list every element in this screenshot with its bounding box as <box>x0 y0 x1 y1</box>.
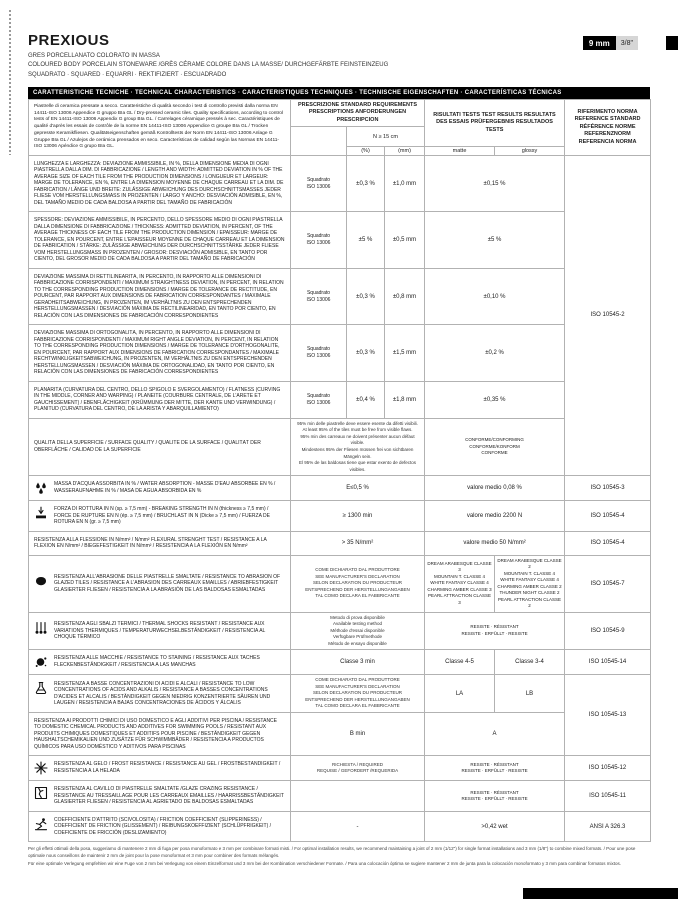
standard-reference <box>291 212 347 269</box>
installation-note-line-2: Für eine optimale Verlegung empfehlen wir eine Fuge von 2 mm bei Verlegung von einem Einzelformat und 3 mm bei der Kombination verschiedener Formate. / Para una colocación óptima se sugiere mantener 2 mm de junta para la colocación monoformato y 3 mm para combinar formatos mixtos. <box>28 861 622 867</box>
requirement-value <box>291 418 425 475</box>
characteristic-cell <box>29 811 291 842</box>
result-matte <box>425 555 495 612</box>
characteristic-description: RESISTENZA ALLA FLESSIONE IN N/mm² / N/mm² FLEXURAL STRENGHT TEST / RÉSISTANCE A LA FLEXION EN N/mm² / BIEGEFESTIGKEIT IN N/mm² / RESISTENCIA A LA FLEXIÓN EN N/mm² <box>34 536 267 550</box>
cell-line: Available testing method <box>333 621 382 627</box>
reference-standard: ISO 10545-9 <box>565 612 651 650</box>
table-row <box>29 155 651 212</box>
page-edge-tab <box>666 36 678 50</box>
requirement-value: Classe 3 min <box>291 650 425 675</box>
thickness-value: 9 mm <box>583 36 616 50</box>
result-matte: LA <box>425 675 495 713</box>
requirement-mm: ±1,0 mm <box>385 155 425 212</box>
cell-line: THUNDER NIGHT CLASSE 2 <box>499 590 560 596</box>
cell-line: ENTSPRECHEND DER HERSTELLUNGANGABEN <box>305 696 410 702</box>
characteristic-cell <box>29 756 291 781</box>
cell-line: RESISTE · ERFÜLLT · RESISTE <box>461 768 528 774</box>
table-row <box>29 781 651 812</box>
characteristic-cell <box>29 531 291 555</box>
reference-standard: ISO 10545-4 <box>565 501 651 532</box>
reference-standard: ISO 10545-11 <box>565 781 651 812</box>
cell-line: DREAM ARABESQUE CLASSE 2 <box>497 557 562 570</box>
cell-line: WHITE FANTASY CLASSE 4 <box>430 580 489 586</box>
result-value: valore medio 2200 N <box>425 501 565 532</box>
table-intro: Piastrelle di ceramica pressate a secco. Caratteristiche di qualità secondo i test di controllo previsti dalla norma EN 14411-ISO 13006 Appendice G gruppo BIa GL / Dry-pressed ceramic tiles. Quality specifications, according to control tests of EN 14411-ISO 13006 Appendix G group BIa GL. / Carrelages céramique pressés à sec. Caractéristiques de qualité d'après les essais de contrôle de la norme EN 14411-ISO 13006 Appendice G groupe BIa GL / Trocken gepresste Keramikfliesen. Qualitätseigenschaften gemäß Kontrolltests der Norm EN 14411-ISO 13006 Anlage G Gruppe BIa GL / Azulejos de cerámica prensados en seco. Características de calidad según las Normas EN 14411-ISO 13006 Apéndice G grupo BIa GL. <box>29 100 291 156</box>
table-row <box>29 418 651 475</box>
cell-line: Squadrato <box>306 176 331 183</box>
result-value: ±0,10 % <box>425 268 565 325</box>
cell-line: COME DICHIARATO DAL PRODUTTORE <box>315 677 400 683</box>
cell-line: CONFORME <box>481 450 508 456</box>
cell-line: MOUNTAIN T. CLASSE 4 <box>503 570 556 576</box>
characteristic-description: RESISTENZA ALLE MACCHIE / RESISTANCE TO STAINING / RÉSISTANCE AUX TACHES FLECKENBESTÄNDIGKEIT / RESISTENCIA A LAS MANCHAS <box>54 655 260 668</box>
result-value: >0,42 wet <box>425 811 565 842</box>
reference-standard: ISO 10545-14 <box>565 650 651 675</box>
table-row <box>29 756 651 781</box>
cell-line: ISO 13006 <box>306 399 331 406</box>
characteristic-description: FORZA DI ROTTURA IN N (sp. ≥ 7,5 mm) - BREAKING STRENGTH IN N (thickness ≥ 7,5 mm) / FORCE DE RUPTURE EN N (ép. ≥ 7,5 mm) / BRUCHLAST IN N (Dicke ≥ 7,5 mm) / FUERZA DE ROTURA EN N (gr. ≥ 7,5 mm) <box>54 506 270 526</box>
cell-line: SELON DECLARATION DU PRODUCTEUR <box>313 580 402 586</box>
result-value: ±0,15 % <box>425 155 565 212</box>
characteristic-description: PLANARITÀ (CURVATURA DEL CENTRO, DELLO SPIGOLO E SVERGOLAMENTO) / FLATNESS (CURVING IN THE MIDDLE, CORNER AND WARPING) / PLANEITE (COURBURE CENTRALE, DE L'ARETE ET GAUCHISSEMENT) / EBENFLÄCHIGKEIT (KRÜMMUNG DER MITTE, DER KANTE UND VERWINDUNG) / PLANITUD (CURVATURA DEL CENTRO, DE LA ARISTA Y ABARQUILLAMIENTO) <box>34 386 281 413</box>
cell-line: Squadrato <box>306 233 331 240</box>
cell-line: PEARL ATTRACTION CLASSE 3 <box>428 593 492 605</box>
bottom-black-bar <box>523 888 678 899</box>
requirement-value: E≤0,5 % <box>291 476 425 501</box>
characteristic-description: DEVIAZIONE MASSIMA DI ORTOGONALITÀ, IN PERCENTO, IN RAPPORTO ALLE DIMENSIONI DI FABBRICAZIONE CORRISPONDENTI / MAXIMUM RIGHT ANGLE DEVIATION, IN PERCENT, IN RELATION TO THE CORRESPONDING PRODUCTION DIMENSIONS / MARGE DE TOLERANCE D'ORTHOGONALITE, EN POURCENT, PAR RAPPORT AUX DIMENSIONS DE FABRICATION CORRESPONDANTES / MAXIMALE RECHTWINKLIGKEITSABWEICHUNG, IN PROZENTEN, IM VERHÄLTNIS ZU DEN ENTSPRECHENDEN HERSTELLUNGSMASSEN / DESVIACIÓN MÁXIMA DE ORTOGONALIDAD, EN TANTO POR CIENTO, EN RELACIÓN CON LAS DIMENSIONES DE FABRICACIÓN CORRESPONDIENTES <box>34 330 280 376</box>
characteristic-description: MASSA D'ACQUA ASSORBITA IN % / WATER ABSORPTION - MASSE D'EAU ABSORBÉE EN % / WASSERAUFNAHME IN % / MASA DE AGUA ABSORBIDA EN % <box>54 481 276 494</box>
glossy-header: glossy <box>495 146 565 155</box>
percent-header: (%) <box>347 146 385 155</box>
requirement-value: > 35 N/mm² <box>291 531 425 555</box>
slip-icon <box>34 817 50 831</box>
table-row <box>29 555 651 612</box>
requirement-value <box>291 756 425 781</box>
result-glossy: Classe 3-4 <box>495 650 565 675</box>
installation-note-line-1: Per gli effetti ottimali della posa, suggeriamo di mantenere 2 mm di fuga per posa monoformato e 3 mm per combinare formati misti. / For optimal installation results, we recommend maintaining a joint of 2 mm (1/12") for single format installations and 3 mm (1/8") to combine mixed formats. / Pour une pose optimale nous conseillons de maintenir 2 mm de joint pour la pose monoformat et 3 mm pour combiner des formats mélangés. <box>28 846 636 859</box>
requirement-value <box>291 612 425 650</box>
characteristic-cell <box>29 675 291 713</box>
cell-line: CONFORME/CONFORMING <box>465 437 524 443</box>
cell-line: PEARL ATTRACTION CLASSE 2 <box>498 596 562 609</box>
thermometer-icon <box>34 621 50 635</box>
requirement-percent: ±0,4 % <box>347 381 385 418</box>
size-note-header: N ≥ 15 cm <box>347 127 425 147</box>
cell-line: COME DICHIARATO DAL PRODUTTORE <box>315 567 400 573</box>
abrasion-icon <box>34 574 50 588</box>
requirement-mm: ±1,8 mm <box>385 381 425 418</box>
cell-line: SEE MANUFACTURER'S DECLARATION <box>315 683 400 689</box>
table-row <box>29 811 651 842</box>
table-row <box>29 612 651 650</box>
requirement-percent: ±5 % <box>347 212 385 269</box>
result-value: ±0,2 % <box>425 325 565 382</box>
requirement-mm: ±0,8 mm <box>385 268 425 325</box>
flask-icon <box>34 681 50 695</box>
cell-line: CONFORME/KONFORM <box>469 443 520 449</box>
reference-standard: ISO 10545-7 <box>565 555 651 612</box>
subtitle-line-3: SQUADRATO · SQUARED · EQUARRI · REKTIFIZIERT · ESCUADRADO <box>28 72 227 78</box>
cell-line: SELON DECLARATION DU PRODUCTEUR <box>313 690 402 696</box>
results-header: RISULTATI TESTS TEST RESULTS RESULTATS DES ESSAIS PRÜFERGEBNIS RESULTADOS TESTS <box>425 100 565 147</box>
cell-line: RESISTE · RÉSISTANT <box>470 624 519 630</box>
cell-line: CHARMING AMBER CLASSE 2 <box>497 583 562 589</box>
subtitle-line-2: COLOURED BODY PORCELAIN STONEWARE /GRÈS CÉRAME COLORE DANS LA MASSE/ DURCHGEFÄRBTE FEINSTEINZEUG <box>28 62 389 68</box>
requirement-percent: ±0,3 % <box>347 325 385 382</box>
table-row <box>29 650 651 675</box>
stain-icon <box>34 655 50 669</box>
subtitle-line-1: GRES PORCELLANATO COLORATO IN MASSA <box>28 53 160 59</box>
result-value <box>425 781 565 812</box>
result-value: ±5 % <box>425 212 565 269</box>
requirement-percent: ±0,3 % <box>347 155 385 212</box>
table-row <box>29 501 651 532</box>
characteristic-cell <box>29 555 291 612</box>
table-row <box>29 325 651 382</box>
characteristic-description: RESISTENZA A BASSE CONCENTRAZIONI DI ACIDI E ALCALI / RESISTANCE TO LOW CONCENTRATIONS OF ACIDS AND ALKALIS / RESISTANCE A BASSES CONCENTRATIONS D'ACIDES ET ALCALIS / BESTÄNDIGKEIT GEGEN NIEDRIG KONZENTRIERTE SÄUREN UND LAUGEN / RESISTENCIA A BAJAS CONCENTRACIONES DE ÁCIDOS Y ÁLCALIS <box>54 680 271 707</box>
characteristic-description: RESISTENZA ALL'ABRASIONE DELLE PIASTRELLE SMALTATE / RESISTANCE TO ABRASION OF GLAZED TILES / RESISTANCE A L'ABRASION DES CARREAUX EMAILLES / ABRIEBFESTIGKEIT GLASIERTER FLIESEN / RESISTENCIA A LA ABRASIÓN DE LAS BALDOSAS ESMALTADAS <box>54 573 281 593</box>
characteristic-description: DEVIAZIONE MASSIMA DI RETTILINEARITÀ, IN PERCENTO, IN RAPPORTO ALLE DIMENSIONI DI FABBRICAZIONE CORRISPONDENTI / MAXIMUM STRAIGHTNESS DEVIATION, IN PERCENT, IN RELATION TO THE CORRESPONDING PRODUCTION DIMENSIONS / MARGE DE TOLERANCE DE RECTITUDE, EN POURCENT, PAR RAPPORT AUX DIMENSIONS DE FABRICATION CORRESPONDANTES / MAXIMALE GERADHEITSABWEICHUNG, IN PROZENTEN, IM VERHÄLTNIS ZU DEN ENTSPRECHENDEN HERSTELLUNGSMASSEN / DESVIACIÓN MÁXIMA DE RECTILINEARIDAD, EN TANTO POR CIENTO, EN RELACIÓN CON LAS DIMENSIONES DE FABRICACIÓN CORRESPONDIENTES <box>34 273 284 319</box>
result-glossy <box>495 555 565 612</box>
cell-line: Mindestens 95% der Fliesen müssen frei von sichtbaren Mängeln sein. <box>301 446 414 459</box>
table-row <box>29 268 651 325</box>
cell-line: ISO 13006 <box>306 296 331 303</box>
characteristic-description: QUALITÀ DELLA SUPERFICIE / SURFACE QUALITY / QUALITÉ DE LA SURFACE / QUALITÄT DER OBERFLÄCHE / CALIDAD DE LA SUPERFICIE <box>34 440 261 453</box>
characteristic-description: LUNGHEZZA E LARGHEZZA: DEVIAZIONE AMMISSIBILE, IN %, DELLA DIMENSIONE MEDIA DI OGNI PIASTRELLA DALLA DIM. DI FABBRICAZIONE / LENGTH AND WIDTH: ADMITTED DEVIATION IN % OF THE AVERAGE SIZE OF EACH TILE FROM THE PRODUCTION DIMENSIONS / LONGUEUR ET LARGEUR: MARGE DE TOLERANCE, EN %, ENTRE LA DIMENSION MOYENNE DE CHAQUE CARREAU ET LA DIM. DE FABRICATION / LÄNGE UND BREITE: ZULÄSSIGE ABWEICHUNG DES DURCHSCHNITTSMASSES JEDER FLIESE VOM HERSTELLUNGSMASS IN PROZENTEN / LARGO Y ANCHO: DESVIACIÓN ADMISIBLE, EN %, DEL TAMAÑO MEDIO DE CADA BALDOSA A PARTIR DEL TAMAÑO DE FABRICACIÓN <box>34 160 284 206</box>
cell-line: ISO 13006 <box>306 183 331 190</box>
standard-reference <box>291 381 347 418</box>
result-value: A <box>425 712 565 756</box>
cell-line: MOUNTAIN T. CLASSE 4 <box>433 573 486 579</box>
standard-reference <box>291 155 347 212</box>
cell-line: Méthode d'essai disponible <box>330 627 385 633</box>
cell-line: El 95% de las baldosas tiene que estar exento de defectos visibles. <box>298 460 417 472</box>
result-value <box>425 612 565 650</box>
requirement-value <box>291 675 425 713</box>
cell-line: ISO 13006 <box>306 240 331 247</box>
cell-line: REQUISE / GEFORDERT /REQUERIDA <box>316 768 399 774</box>
cell-line: DREAM ARABESQUE CLASSE 3 <box>427 560 492 573</box>
cell-line: Squadrato <box>306 289 331 296</box>
requirement-mm: ±1,5 mm <box>385 325 425 382</box>
requirement-value <box>291 555 425 612</box>
result-value: valore medio 0,08 % <box>425 476 565 501</box>
cell-line: Verfügbare Prüfmethode <box>332 634 383 640</box>
snowflake-icon <box>34 761 50 775</box>
cell-line: Squadrato <box>306 392 331 399</box>
table-row <box>29 712 651 756</box>
matte-header: matte <box>425 146 495 155</box>
page-title: PREXIOUS <box>28 32 110 49</box>
reference-standard: ANSI A 326.3 <box>565 811 651 842</box>
characteristic-description: COEFFICIENTE D'ATTRITO (SCIVOLOSITÀ) / FRICTION COEFFICIENT (SLIPPERINESS) / COEFFICIENT DE FRICTION (GLISSEMENT) / REIBUNGSKOEFFIZIENT (SCHLÜPFRIGKEIT) / COEFICIENTE DE FRICCIÓN (DESLIZAMIENTO) <box>54 816 272 836</box>
cell-line: 95% min des carreaux ne doivent présenter aucun défaut visible. <box>300 433 415 446</box>
technical-characteristics-table <box>28 99 651 842</box>
cell-line: 95% min delle piastrelle deve essere esente da difetti visibili. <box>297 420 418 426</box>
reference-standard: ISO 10545-4 <box>565 531 651 555</box>
cell-line: RESISTE · ERFÜLLT · RESISTE <box>461 796 528 802</box>
cell-line: Metodo di prova disponibile <box>330 614 385 620</box>
cell-line: RESISTE · RÉSISTANT <box>470 761 519 767</box>
left-margin-text <box>9 10 11 155</box>
requirement-percent: ±0,3 % <box>347 268 385 325</box>
section-header-bar: CARATTERISTICHE TECNICHE · TECHNICAL CHARACTERISTICS · CARACTERISTIQUES TECHNIQUES · TECHNISCHE EIGENSCHAFTEN · CARACTERÍSTICAS TÉCNICAS <box>28 87 650 99</box>
reference-standard-header: RIFERIMENTO NORMA REFERENCE STANDARD RÉFÉRENCE NORME REFERENZNORM REFERENCIA NORMA <box>565 100 651 156</box>
characteristic-cell <box>29 476 291 501</box>
characteristic-description: RESISTENZA AL GELO / FROST RESISTANCE / RÉSISTANCE AU GEL / FROSTBESTÄNDIGKEIT / RESISTENCIA A LA HELADA <box>54 761 281 774</box>
characteristic-description: SPESSORE: DEVIAZIONE AMMISSIBILE, IN PERCENTO, DELLO SPESSORE MEDIO DI OGNI PIASTRELLA DALLA DIMENSIONE DI FABBRICAZIONE / THICKNESS: ADMITTED DEVIATION, IN PERCENT, OF THE AVERAGE THICKNESS OF EACH TILE FROM THE PRODUCTION DIMENSION / EPAISSEUR: MARGE DE TOLERANCE, EN POURCENT, ENTRE L'EPAISSEUR MOYENNE DE CHAQUE CARREAU ET LA DIMENSION DE FABRICATION / STÄRKE: ZULÄSSIGE ABWEICHUNG DER DURCHSCHNITTSSTÄRKE JEDER FLIESE VOM HERSTELLUNGSMASS IN PROZENTEN / GROSOR: DESVIACIÓN ADMISIBLE, EN TANTO POR CIENTO, DEL GROSOR MEDIO DE CADA BALDOSA A PARTIR DEL TAMAÑO DE FABRICACIÓN <box>34 217 285 263</box>
characteristic-cell <box>29 381 291 418</box>
requirement-mm: ±0,5 mm <box>385 212 425 269</box>
result-value: ±0,35 % <box>425 381 565 418</box>
standard-reference <box>291 268 347 325</box>
reference-standard: ISO 10545-13 <box>565 675 651 756</box>
cell-line: RESISTE · ERFÜLLT · RESISTE <box>461 630 528 636</box>
mm-header: (mm) <box>385 146 425 155</box>
reference-standard: ISO 10545-2 <box>565 155 651 475</box>
cell-line: TAL COMO DECLARA EL FABBRICANTE <box>315 703 400 709</box>
characteristic-cell <box>29 418 291 475</box>
characteristic-cell <box>29 268 291 325</box>
cell-line: Squadrato <box>306 346 331 353</box>
cell-line: ISO 13006 <box>306 353 331 360</box>
characteristic-cell <box>29 325 291 382</box>
characteristic-cell <box>29 781 291 812</box>
cell-line: ENTSPRECHEND DER HERSTELLUNGANGABEN <box>305 586 410 592</box>
characteristic-description: RESISTENZA AI PRODOTTI CHIMICI DI USO DOMESTICO E AGLI ADDITIVI PER PISCINA / RESISTANCE TO DOMESTIC CHEMICAL PRODUCTS AND ADDITIVES FOR SWIMMING POOLS / RESISTANT AUX PRODUITS CHIMIQUES DOMESTIQUES ET ADDITIFS POUR PISCINE / BESTÄNDIGKEIT GEGEN HAUSHALTSCHEMIKALIEN UND ZUSÄTZE FÜR SCHWIMMBÄDER / RESISTENCIA A PRODUCTOS QUÍMICOS PARA USO DOMÉSTICO Y ADITIVOS PARA PISCINAS <box>34 717 278 750</box>
characteristic-cell <box>29 212 291 269</box>
table-row <box>29 476 651 501</box>
result-matte: Classe 4-5 <box>425 650 495 675</box>
table-row <box>29 381 651 418</box>
result-value <box>425 418 565 475</box>
cell-line: TAL COMO DECLARA EL FABBRICANTE <box>315 593 400 599</box>
standard-reference <box>291 325 347 382</box>
droplets-icon <box>34 481 50 495</box>
table-row <box>29 531 651 555</box>
characteristic-cell <box>29 712 291 756</box>
characteristic-description: RESISTENZA AL CAVILLO DI PIASTRELLE SMALTATE /GLAZE CRAZING RESISTANCE / RESISTANCE AU TRESSAILLAGE POUR LES CARREAUX EMAILLES / HAARRISSBESTÄNDIGKEIT GLASIERTER FLIESEN / RESISTENCIA AL AGRIETADO DE BALDOSAS ESMALTADAS <box>54 786 284 806</box>
reference-standard: ISO 10545-3 <box>565 476 651 501</box>
table-row <box>29 675 651 713</box>
result-value <box>425 756 565 781</box>
cell-line: SEE MANUFACTURER'S DECLARATION <box>315 573 400 579</box>
prescription-header: PRESCRIZIONE STANDARD REQUIREMENTS PRESCRIPTIONS ANFORDERUNGEN PRESCRIPCION <box>291 100 425 127</box>
result-value: valore medio 50 N/mm² <box>425 531 565 555</box>
table-row <box>29 212 651 269</box>
requirement-value: - <box>291 811 425 842</box>
cell-line: RICHIESTA / REQUIRED <box>332 761 383 767</box>
cell-line: At least 95% of the tiles must be free from visible flaws. <box>302 427 413 433</box>
result-glossy: LB <box>495 675 565 713</box>
cell-line: WHITE FANTASY CLASSE 4 <box>500 577 559 583</box>
spec-table-body <box>29 155 651 841</box>
cell-line: RESISTE · RÉSISTANT <box>470 789 519 795</box>
standard-subcolumn <box>291 127 347 156</box>
cell-line: CHARMING AMBER CLASSE 3 <box>427 586 492 592</box>
thickness-inches: 3/8" <box>616 36 638 50</box>
requirement-value: B min <box>291 712 425 756</box>
characteristic-cell <box>29 650 291 675</box>
breaking-strength-icon <box>34 506 50 520</box>
cell-line: Método de ensayo disponible <box>328 640 387 646</box>
characteristic-cell <box>29 501 291 532</box>
characteristic-description: RESISTENZA AGLI SBALZI TERMICI / THERMAL SHOCKS RESISTANT / RÉSISTANCE AUX VARIATIONS THERMIQUES / TEMPERATURWECHSELBESTÄNDIGKEIT / RESISTENCIA AL CHOQUE TÉRMICO <box>54 621 266 641</box>
requirement-value <box>291 781 425 812</box>
crazing-icon <box>34 786 50 800</box>
characteristic-cell <box>29 155 291 212</box>
characteristic-cell <box>29 612 291 650</box>
requirement-value: ≥ 1300 min <box>291 501 425 532</box>
reference-standard: ISO 10545-12 <box>565 756 651 781</box>
